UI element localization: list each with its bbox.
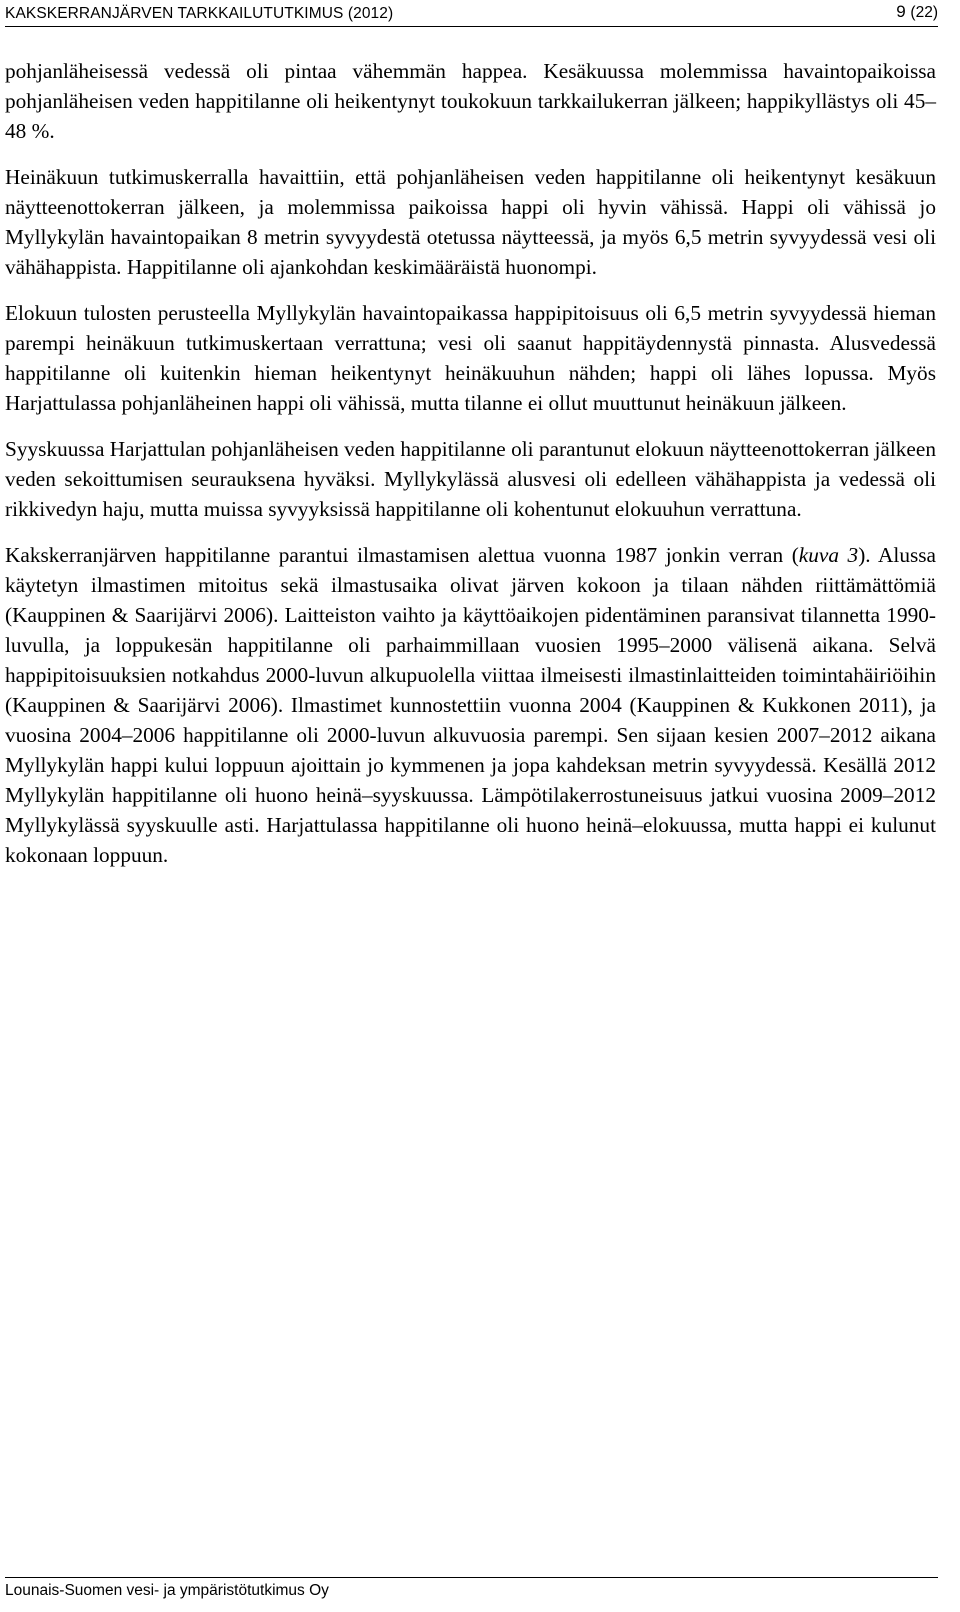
- page-number-current: 9: [896, 2, 906, 21]
- paragraph: [5, 162, 936, 282]
- page-header: [5, 2, 938, 27]
- paragraph: [5, 434, 936, 524]
- paragraph: [5, 298, 936, 418]
- paragraph: [5, 56, 936, 146]
- paragraph-text: Syyskuussa Harjattulan pohjanläheisen veden happitilanne oli parantunut elokuun näytteenottokerran jälkeen veden sekoittumisen seurauksena hyväksi. Myllykylässä alusvesi oli edelleen vähähappista ja vedessä oli rikkivedyn haju, mutta muissa syvyyksissä happitilanne oli kohentunut elokuuhun verrattuna.: [5, 437, 936, 521]
- paragraph-text: Elokuun tulosten perusteella Myllykylän havaintopaikassa happipitoisuus oli 6,5 metrin syvyydessä hieman parempi heinäkuun tutkimuskertaan verrattuna; vesi oli saanut happitäydennystä pinnasta. Alusvedessä happitilanne oli kuitenkin hieman heikentynyt heinäkuuhun nähden; happi oli lähes lopussa. Myös Harjattulassa pohjanläheinen happi oli vähissä, mutta tilanne ei ollut muuttunut heinäkuun jälkeen.: [5, 301, 936, 415]
- paragraph-text: Kakskerranjärven happitilanne parantui ilmastamisen alettua vuonna 1987 jonkin verran (: [5, 543, 799, 567]
- figure-reference: kuva 3: [798, 543, 859, 567]
- footer-organization: Lounais-Suomen vesi- ja ympäristötutkimus Oy: [5, 1582, 329, 1599]
- paragraph: [5, 540, 936, 870]
- body-text: [5, 56, 936, 886]
- paragraph-text: ). Alussa käytetyn ilmastimen mitoitus sekä ilmastusaika olivat järven kokoon ja tilaan nähden riittämättömiä (Kauppinen & Saarijärvi 2006). Laitteiston vaihto ja käyttöaikojen pidentäminen paransivat tilannetta 1990-luvulla, ja loppukesän happitilanne oli parhaimmillaan vuosien 1995–2000 välisenä aikana. Selvä happipitoisuuksien notkahdus 2000-luvun alkupuolella viittaa ilmeisesti ilmastinlaitteiden toimintahäiriöihin (Kauppinen & Saarijärvi 2006). Ilmastimet kunnostettiin vuonna 2004 (Kauppinen & Kukkonen 2011), ja vuosina 2004–2006 happitilanne oli 2000-luvun alkuvuosia parempi. Sen sijaan kesien 2007–2012 aikana Myllykylän happi kului loppuun ajoittain jo kymmenen ja jopa kahdeksan metrin syvyydessä. Kesällä 2012 Myllykylän happitilanne oli huono heinä–syyskuussa. Lämpötilakerrostuneisuus jatkui vuosina 2009–2012 Myllykylässä syyskuulle asti. Harjattulassa happitilanne oli huono heinä–elokuussa, mutta happi ei kulunut kokonaan loppuun.: [5, 543, 936, 867]
- page-number: [896, 2, 938, 22]
- paragraph-text: pohjanläheisessä vedessä oli pintaa vähemmän happea. Kesäkuussa molemmissa havaintopaikoissa pohjanläheisen veden happitilanne oli heikentynyt toukokuun tarkkailukerran jälkeen; happikyllästys oli 45–48 %.: [5, 59, 936, 143]
- paragraph-text: Heinäkuun tutkimuskerralla havaittiin, että pohjanläheisen veden happitilanne oli heikentynyt kesäkuun näytteenottokerran jälkeen, ja molemmissa paikoissa happi oli hyvin vähissä. Happi oli vähissä jo Myllykylän havaintopaikan 8 metrin syvyydestä otetussa näytteessä, ja myös 6,5 metrin syvyydessä vesi oli vähähappista. Happitilanne oli ajankohdan keskimääräistä huonompi.: [5, 165, 936, 279]
- report-title: KAKSKERRANJÄRVEN TARKKAILUTUTKIMUS (2012): [5, 5, 394, 22]
- page-number-total: (22): [910, 4, 938, 21]
- page-footer: [5, 1577, 938, 1600]
